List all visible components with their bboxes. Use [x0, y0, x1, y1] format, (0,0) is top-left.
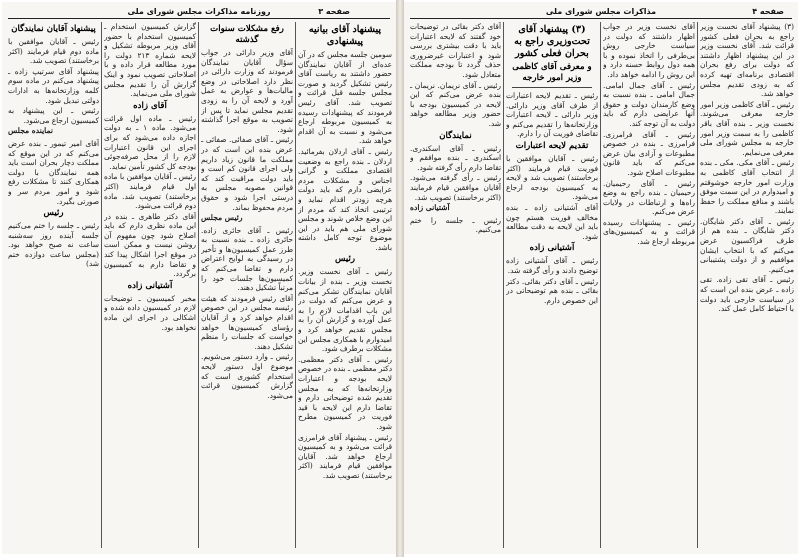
left-page — [2, 2, 396, 554]
right-page-header — [410, 6, 792, 19]
paragraph: رئیس ـ آقای اسکندری. اسکندری ـ بنده موافقم و تقاضا دارم رأی گرفته شود. — [410, 143, 501, 172]
left-column-2 — [201, 22, 293, 550]
right-column-2 — [603, 22, 695, 550]
right-column-1 — [700, 22, 794, 550]
paragraph: رئیس ـ ماده اول قرائت می‌شود. ماده ۱ ـ به دولت اجازه داده می‌شود که برای اجرای این قانون اعتبارات لازم را از محل صرفه‌جوئی بودجه کل کشور تأمین نماید. — [104, 113, 196, 171]
signature: رئیس مجلس — [201, 213, 243, 223]
left-column-1 — [298, 22, 392, 550]
headline: پیشنهاد آقای بیانیه پیشنهادی — [308, 24, 382, 47]
separator-line — [512, 87, 592, 88]
paragraph: رئیس ـ آقای جمال امامی. جمال امامی ـ بنده نسبت به وضع کارمندان دولت و حقوق آنها عرایضی دارم که باید دولت به آن توجه کند. — [603, 80, 695, 128]
paragraph: رئیس ـ آقای دکتر بقائی. دکتر بقائی ـ بنده هم توضیحاتی در این خصوص دارم. — [506, 276, 598, 305]
paragraph: آقای دکتر طاهری ـ بنده در این ماده نظری دارم که باید اصلاح شود چون مفهوم آن روشن نیست و ممکن است در موقع اجرا اشکال پیدا کند و تقاضا دارم به کمیسیون برگردد. — [104, 211, 196, 279]
paragraph: رئیس ـ جلسه را ختم می‌کنیم. — [410, 215, 501, 235]
paragraph: آقای امیر تیمور ـ بنده عرض می‌کنم که در این موقع که مملکت دچار بحران است باید همه نمایندگان با دولت همکاری کنند تا مشکلات رفع شود و امور مردم سر و صورتی بگیرد. — [8, 138, 99, 206]
paragraph: آقای نخست وزیر در جواب اظهار داشتند که دولت در سیاست خارجی روش بی‌طرفی را اتخاذ نموده و با همه دول روابط حسنه دارد و این روش را ادامه خواهد داد. — [603, 22, 695, 79]
page-gutter — [396, 0, 404, 557]
paragraph: رئیس ـ آقای نخست وزیر. نخست وزیر ـ بنده از بیانات آقایان نمایندگان تشکر می‌کنم و عرض می‌کنم که دولت در این باب اقدامات لازم را به عمل آورده و گزارش آن را به مجلس تقدیم خواهد کرد و امیدوارم با همکاری مجلس این مشکلات برطرف شود. — [298, 267, 392, 354]
paragraph: آقای آشتیانی زاده ـ بنده مخالف فوریت هستم چون باید این لایحه به دقت مطالعه شود. — [506, 202, 598, 241]
headline: (۳) پیشنهاد آقای تحت‌وزیری راجع به بحران فعلی کشور — [514, 24, 590, 59]
headline: و معرفی آقای کاظمی وزیر امور خارجه — [512, 62, 592, 83]
paragraph: آقای دکتر بقائی در توضیحات خود گفتند که لایحه اعتبارات باید با دقت بیشتری بررسی شود و اعتبارات غیرضروری حذف گردد تا بودجه مملکت متعادل شود. — [410, 22, 501, 79]
headline: رئیس — [43, 208, 64, 219]
paragraph: رئیس ـ وارد دستور می‌شویم. موضوع اول دستور لایحه استخدام کشوری است که گزارش کمیسیون قرائت می‌شود. — [201, 352, 293, 400]
right-column-3 — [506, 22, 598, 550]
headline: نمایندگان — [439, 130, 472, 141]
signature: نماینده مجلس — [8, 126, 53, 136]
right-page — [404, 2, 798, 554]
paragraph: آقای وزیر دارائی در جواب سؤال آقایان نمایندگان فرمودند که وزارت دارائی در نظر دارد اصلاحاتی در وضع مالیات‌ها و عوارض به عمل آورد و لایحه آن را به زودی تقدیم مجلس نماید تا پس از تصویب به موقع اجرا گذاشته شود. — [201, 48, 293, 134]
column-rule — [697, 22, 698, 548]
headline: تقدیم لایحه اعتبارات — [515, 140, 589, 151]
paragraph: رئیس ـ آقای رحیمیان. رحیمیان ـ بنده راجع به وضع راه‌ها و ارتباطات در ولایات عرض می‌کنم. — [603, 178, 695, 217]
paragraph: رئیس ـ آقایان موافقین با ماده اول قیام فرمایند (اکثر برخاستند) تصویب شد. ماده دوم قرائت می‌شود. — [104, 172, 196, 211]
paragraph: رئیس ـ آقای مکی. مکی ـ بنده از انتخاب آقای کاظمی به وزارت امور خارجه خوشوقتم و امیدوارم در این سمت موفق باشند و منافع مملکت را حفظ نمایند. — [700, 158, 794, 216]
right-page-number: صفحه ۴ — [752, 7, 784, 16]
paragraph: پیشنهاد آقای سرتیپ زاده ـ پیشنهاد می‌کنم در ماده سوم کلمه وزارتخانه‌ها به ادارات دولتی تبدیل شود. — [8, 66, 99, 105]
paragraph: رئیس ـ آقای کاظمی وزیر امور خارجه معرفی می‌شوند. نخست وزیر ـ بنده آقای باقر کاظمی را به سمت وزیر امور خارجه به مجلس شورای ملی معرفی می‌نمایم. — [700, 99, 794, 157]
paragraph: رئیس ـ آقای نریمان. نریمان ـ بنده عرض می‌کنم که این لایحه در کمیسیون بودجه با حضور وزیر مطالعه خواهد شد. — [410, 80, 501, 128]
left-page-title: روزنامه مذاکرات مجلس شورای ملی — [127, 7, 271, 16]
paragraph: رئیس ـ آقای تقی زاده. تقی زاده ـ عرض بنده این است که در سیاست خارجی باید دولت با احتیاط کامل عمل کند. — [700, 275, 794, 314]
paragraph: رئیس ـ رأی گرفته می‌شود. آقایان موافقین قیام فرمایند (اکثر برخاستند) تصویب شد. — [410, 173, 501, 202]
column-rule — [295, 22, 296, 548]
paragraph: رئیس ـ آقای دکتر معظمی. دکتر معظمی ـ بنده در خصوص لایحه بودجه و اعتبارات وزارتخانه‌ها که به مجلس تقدیم شده توضیحاتی دارم و تقاضا دارم این لایحه با قید فوریت در کمیسیون مطرح شود. — [298, 354, 392, 431]
column-rule — [101, 22, 102, 548]
paragraph: رئیس ـ آقای صفائی. صفائی ـ عرض بنده این است که در مملکت ما قانون زیاد داریم ولی اجرای قانون کم است و باید دولت مراقبت کند که قوانین مصوبه مجلس به درستی اجرا شود و حقوق مردم محفوظ بماند. — [201, 135, 293, 212]
paragraph: رئیس ـ آقای دکتر شایگان. دکتر شایگان ـ بنده هم از طرف فراکسیون عرض می‌کنم که با انتخاب ایشان موافقیم و از دولت پشتیبانی می‌کنیم. — [700, 216, 794, 274]
paragraph: گزارش کمیسیون استخدام ـ کمیسیون استخدام با حضور آقای وزیر مربوطه تشکیل و لایحه شماره ۲۱۳ دولت را مورد مطالعه قرار داده و با اصلاحاتی تصویب نمود و اینک گزارش آن را تقدیم مجلس شورای ملی می‌نماید. — [104, 22, 196, 99]
paragraph: رئیس ـ پیشنهاد آقای فرامرزی قرائت می‌شود و به کمیسیون ارجاع خواهد شد. آقایان موافقین قیام فرمایند (اکثر برخاستند) تصویب شد. — [298, 432, 392, 480]
paragraph: رئیس ـ آقای آشتیانی زاده توضیح دادند و رأی گرفته شد. — [506, 256, 598, 275]
headline: رفع مشکلات سنوات گذشته — [210, 24, 284, 45]
paragraph: رئیس ـ آقای فرامرزی. فرامرزی ـ بنده در خصوص مطبوعات و آزادی بیان عرض می‌کنم که باید قانون مطبوعات اصلاح شود. — [603, 129, 695, 177]
paragraph: مخبر کمیسیون ـ توضیحات لازم در کمیسیون داده شده و اشکالی در اجرای این ماده نخواهد بود. — [104, 293, 196, 332]
left-column-3 — [104, 22, 196, 550]
paragraph: رئیس ـ آقایان موافقین با ماده دوم قیام فرمایند (اکثر برخاستند) تصویب شد. — [8, 37, 99, 66]
headline: پیشنهاد آقایان نمایندگان — [11, 24, 96, 34]
signature: آشتیانی زاده — [410, 203, 450, 213]
left-page-header — [8, 6, 390, 19]
column-rule — [503, 22, 504, 548]
left-page-number: صفحه ۳ — [318, 7, 350, 16]
headline: آقای زاده — [133, 100, 167, 111]
column-rule — [600, 22, 601, 548]
headline: رئیس — [334, 254, 356, 265]
column-rule — [198, 22, 199, 548]
paragraph: رئیس ـ تقدیم لایحه اعتبارات از طرف آقای وزیر دارائی. وزیر دارائی ـ لایحه اعتبارات وزارتخانه‌ها را تقدیم می‌کنم و تقاضای فوریت آن را دارم. — [506, 91, 598, 139]
paragraph: سومین جلسه مجلس که در آن عده‌ای از آقایان نمایندگان حضور داشتند به ریاست آقای رئیس تشکیل گردید و صورت مجلس جلسه قبل قرائت و تصویب شد. آقای رئیس فرمودند که پیشنهادات رسیده به کمیسیون مربوطه ارجاع می‌شود و نسبت به آن اقدام خواهد شد. — [298, 50, 392, 146]
left-column-4 — [8, 22, 99, 550]
paragraph: رئیس ـ آقای اردلان بفرمائید. اردلان ـ بنده راجع به وضعیت اقتصادی مملکت و گرانی اجناس و مشکلات مردم عرایضی دارم که باید دولت هرچه زودتر اقدام نماید و ترتیبی اتخاذ کند که مردم از این وضع خلاص شوند و مجلس شورای ملی هم باید در این موضوع توجه کامل داشته باشد. — [298, 146, 392, 252]
paragraph: رئیس ـ آقای حائری زاده. حائری زاده ـ بنده نسبت به طرز عمل کمیسیون‌ها و تأخیر در رسیدگی به لوایح اعتراض دارم و تقاضا می‌کنم که کمیسیون‌ها جلسات خود را مرتباً تشکیل دهند. — [201, 225, 293, 293]
right-column-4 — [410, 22, 501, 550]
headline: آشتیانی زاده — [127, 280, 173, 291]
headline: آشتیانی زاده — [529, 243, 575, 254]
paragraph: رئیس ـ این پیشنهاد به کمیسیون ارجاع می‌شود. — [8, 106, 99, 125]
paragraph: رئیس ـ پیشنهادات رسیده قرائت و به کمیسیون‌های مربوطه ارجاع شد. — [603, 217, 695, 247]
paragraph: آقای رئیس فرمودند که هیئت رئیسه مجلس در این خصوص اقدام خواهد کرد و از آقایان رؤسای کمیسیون‌ها خواهد خواست که جلسات را منظم تشکیل دهند. — [201, 293, 293, 351]
paragraph: رئیس ـ آقایان موافقین با فوریت قیام فرمایند (اکثر برخاستند) تصویب شد و لایحه به کمیسیون بودجه ارجاع می‌شود. — [506, 153, 598, 202]
paragraph: رئیس ـ جلسه را ختم می‌کنیم جلسه آینده روز سه‌شنبه ساعت نه صبح خواهد بود. (مجلس ساعت دوازده ختم شد) — [8, 221, 99, 269]
right-page-title: مذاکرات مجلس شورای ملی — [545, 7, 657, 16]
paragraph: (۳) پیشنهاد آقای نخست وزیر راجع به بحران فعلی کشور قرائت شد. آقای نخست وزیر در این پیشنهاد اظهار داشتند که دولت برای رفع بحران اقتصادی برنامه‌ای تهیه کرده که به زودی تقدیم مجلس خواهد شد. — [700, 22, 794, 99]
